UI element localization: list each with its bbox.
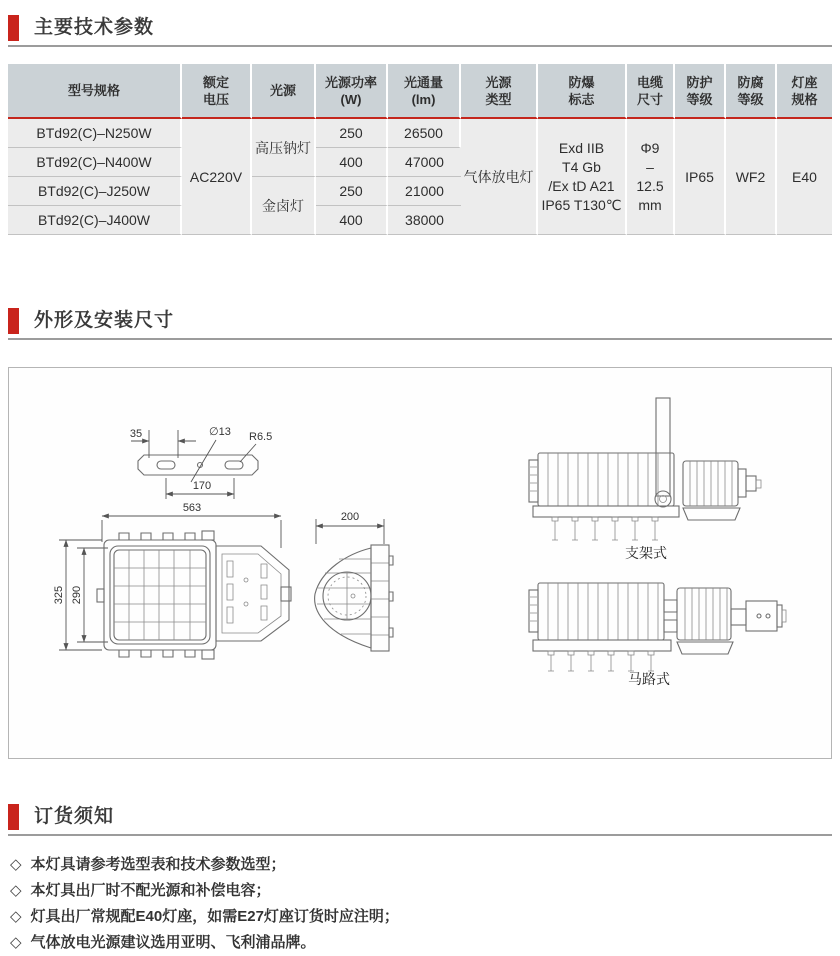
ex-mark-line: /Ex tD A21	[548, 177, 615, 194]
col-header-wf	[726, 64, 777, 119]
spec-sheet-page	[0, 12, 840, 956]
cell-source-sodium: 高压钠灯	[252, 119, 316, 177]
header-label: 规格	[791, 91, 818, 107]
cell-power: 400	[316, 206, 388, 235]
road-mount-style-drawing	[529, 583, 786, 687]
header-label: 电缆	[636, 74, 663, 90]
section-title: 订货须知	[34, 806, 115, 827]
header-label: 防护	[686, 74, 713, 90]
note-text: 本灯具请参考选型表和技术参数选型；	[30, 856, 286, 873]
table-row	[8, 119, 832, 148]
cable-line: mm	[638, 196, 662, 213]
cell-model: BTd92(C)–N250W	[8, 119, 182, 148]
cell-model: BTd92(C)–J400W	[8, 206, 182, 235]
cell-power: 250	[316, 119, 388, 148]
header-label: 尺寸	[636, 91, 663, 107]
ex-mark-line: T4 Gb	[562, 158, 601, 175]
section-title: 主要技术参数	[34, 17, 155, 38]
note-text: 灯具出厂常规配E40灯座，如需E27灯座订货时应注明；	[30, 908, 399, 925]
col-header-flux	[388, 64, 461, 119]
header-label: 防爆	[568, 74, 595, 90]
cell-wf-grade: WF2	[726, 119, 777, 235]
cell-cable-size	[627, 119, 675, 235]
header-label: (W)	[340, 91, 362, 107]
section-header-dimensions	[8, 305, 832, 340]
cell-power: 250	[316, 177, 388, 206]
col-header-ex-mark	[538, 64, 627, 119]
cell-power: 400	[316, 148, 388, 177]
red-accent-bar	[8, 15, 19, 41]
cable-line: Φ9	[640, 139, 660, 156]
cable-line: 12.5	[636, 177, 664, 194]
header-label: 额定	[202, 74, 229, 90]
red-accent-bar	[8, 804, 19, 830]
header-label: 等级	[686, 91, 713, 107]
cell-source-type: 气体放电灯	[461, 119, 538, 235]
bracket-dim-35: 35	[129, 428, 143, 440]
list-item	[10, 878, 832, 904]
bracket-style-label: 支架式	[625, 545, 667, 561]
header-label: 灯座	[791, 74, 818, 90]
top-dim-290: 290	[71, 585, 83, 605]
side-dim-200: 200	[340, 511, 360, 523]
header-label: 标志	[568, 91, 595, 107]
header-label: 光通量	[403, 74, 443, 90]
col-header-model	[8, 64, 182, 119]
table-header-row	[8, 64, 832, 119]
floodlight-top-view-drawing	[53, 502, 291, 659]
bracket-mount-style-drawing	[529, 398, 761, 561]
section-header-parameters	[8, 12, 832, 47]
bracket-dim-170: 170	[192, 480, 212, 492]
note-text: 本灯具出厂时不配光源和补偿电容；	[30, 882, 271, 899]
col-header-ip	[675, 64, 726, 119]
section-title: 外形及安装尺寸	[34, 310, 175, 331]
diamond-bullet-icon: ◇	[10, 856, 22, 873]
col-header-cable	[627, 64, 675, 119]
top-dim-563: 563	[182, 502, 202, 514]
header-label: 等级	[737, 91, 764, 107]
red-accent-bar	[8, 308, 19, 334]
list-item	[10, 930, 832, 956]
bracket-dim-r6-5: R6.5	[249, 431, 273, 443]
header-label: 光源	[485, 74, 512, 90]
mounting-bracket-drawing	[130, 426, 272, 499]
header-label: 电压	[202, 91, 229, 107]
header-label: 类型	[485, 91, 512, 107]
note-text: 气体放电光源建议选用亚明、飞利浦品牌。	[30, 934, 316, 951]
cell-flux: 26500	[388, 119, 461, 148]
diamond-bullet-icon: ◇	[10, 882, 22, 899]
cell-flux: 38000	[388, 206, 461, 235]
header-label: (lm)	[411, 91, 436, 107]
cell-model: BTd92(C)–N400W	[8, 148, 182, 177]
list-item	[10, 904, 832, 930]
col-header-source-type	[461, 64, 538, 119]
section-header-ordering	[8, 801, 832, 836]
col-header-source	[252, 64, 316, 119]
cell-ex-mark	[538, 119, 627, 235]
cell-holder: E40	[777, 119, 832, 235]
cell-flux: 21000	[388, 177, 461, 206]
technical-drawing	[9, 368, 831, 758]
dimension-drawing-panel	[8, 367, 832, 759]
list-item	[10, 852, 832, 878]
header-label: 光源功率	[324, 74, 377, 90]
col-header-power	[316, 64, 388, 119]
header-label: 光源	[269, 83, 296, 98]
bracket-dim-dia13: ∅13	[209, 426, 231, 438]
technical-parameters-table	[8, 64, 832, 235]
top-dim-325: 325	[53, 585, 65, 605]
cell-flux: 47000	[388, 148, 461, 177]
cell-ip-grade: IP65	[675, 119, 726, 235]
ex-mark-line: IP65 T130℃	[541, 196, 622, 213]
col-header-holder	[777, 64, 832, 119]
col-header-voltage	[182, 64, 252, 119]
header-label: 型号规格	[67, 83, 120, 98]
diamond-bullet-icon: ◇	[10, 934, 22, 951]
road-style-label: 马路式	[628, 671, 670, 687]
floodlight-side-view-drawing	[315, 511, 393, 651]
cell-model: BTd92(C)–J250W	[8, 177, 182, 206]
header-label: 防腐	[737, 74, 764, 90]
cell-voltage: AC220V	[182, 119, 252, 235]
ex-mark-line: Exd IIB	[558, 139, 605, 156]
cable-line: –	[646, 158, 654, 175]
ordering-notes-list	[8, 852, 832, 956]
diamond-bullet-icon: ◇	[10, 908, 22, 925]
cell-source-halide: 金卤灯	[252, 177, 316, 235]
